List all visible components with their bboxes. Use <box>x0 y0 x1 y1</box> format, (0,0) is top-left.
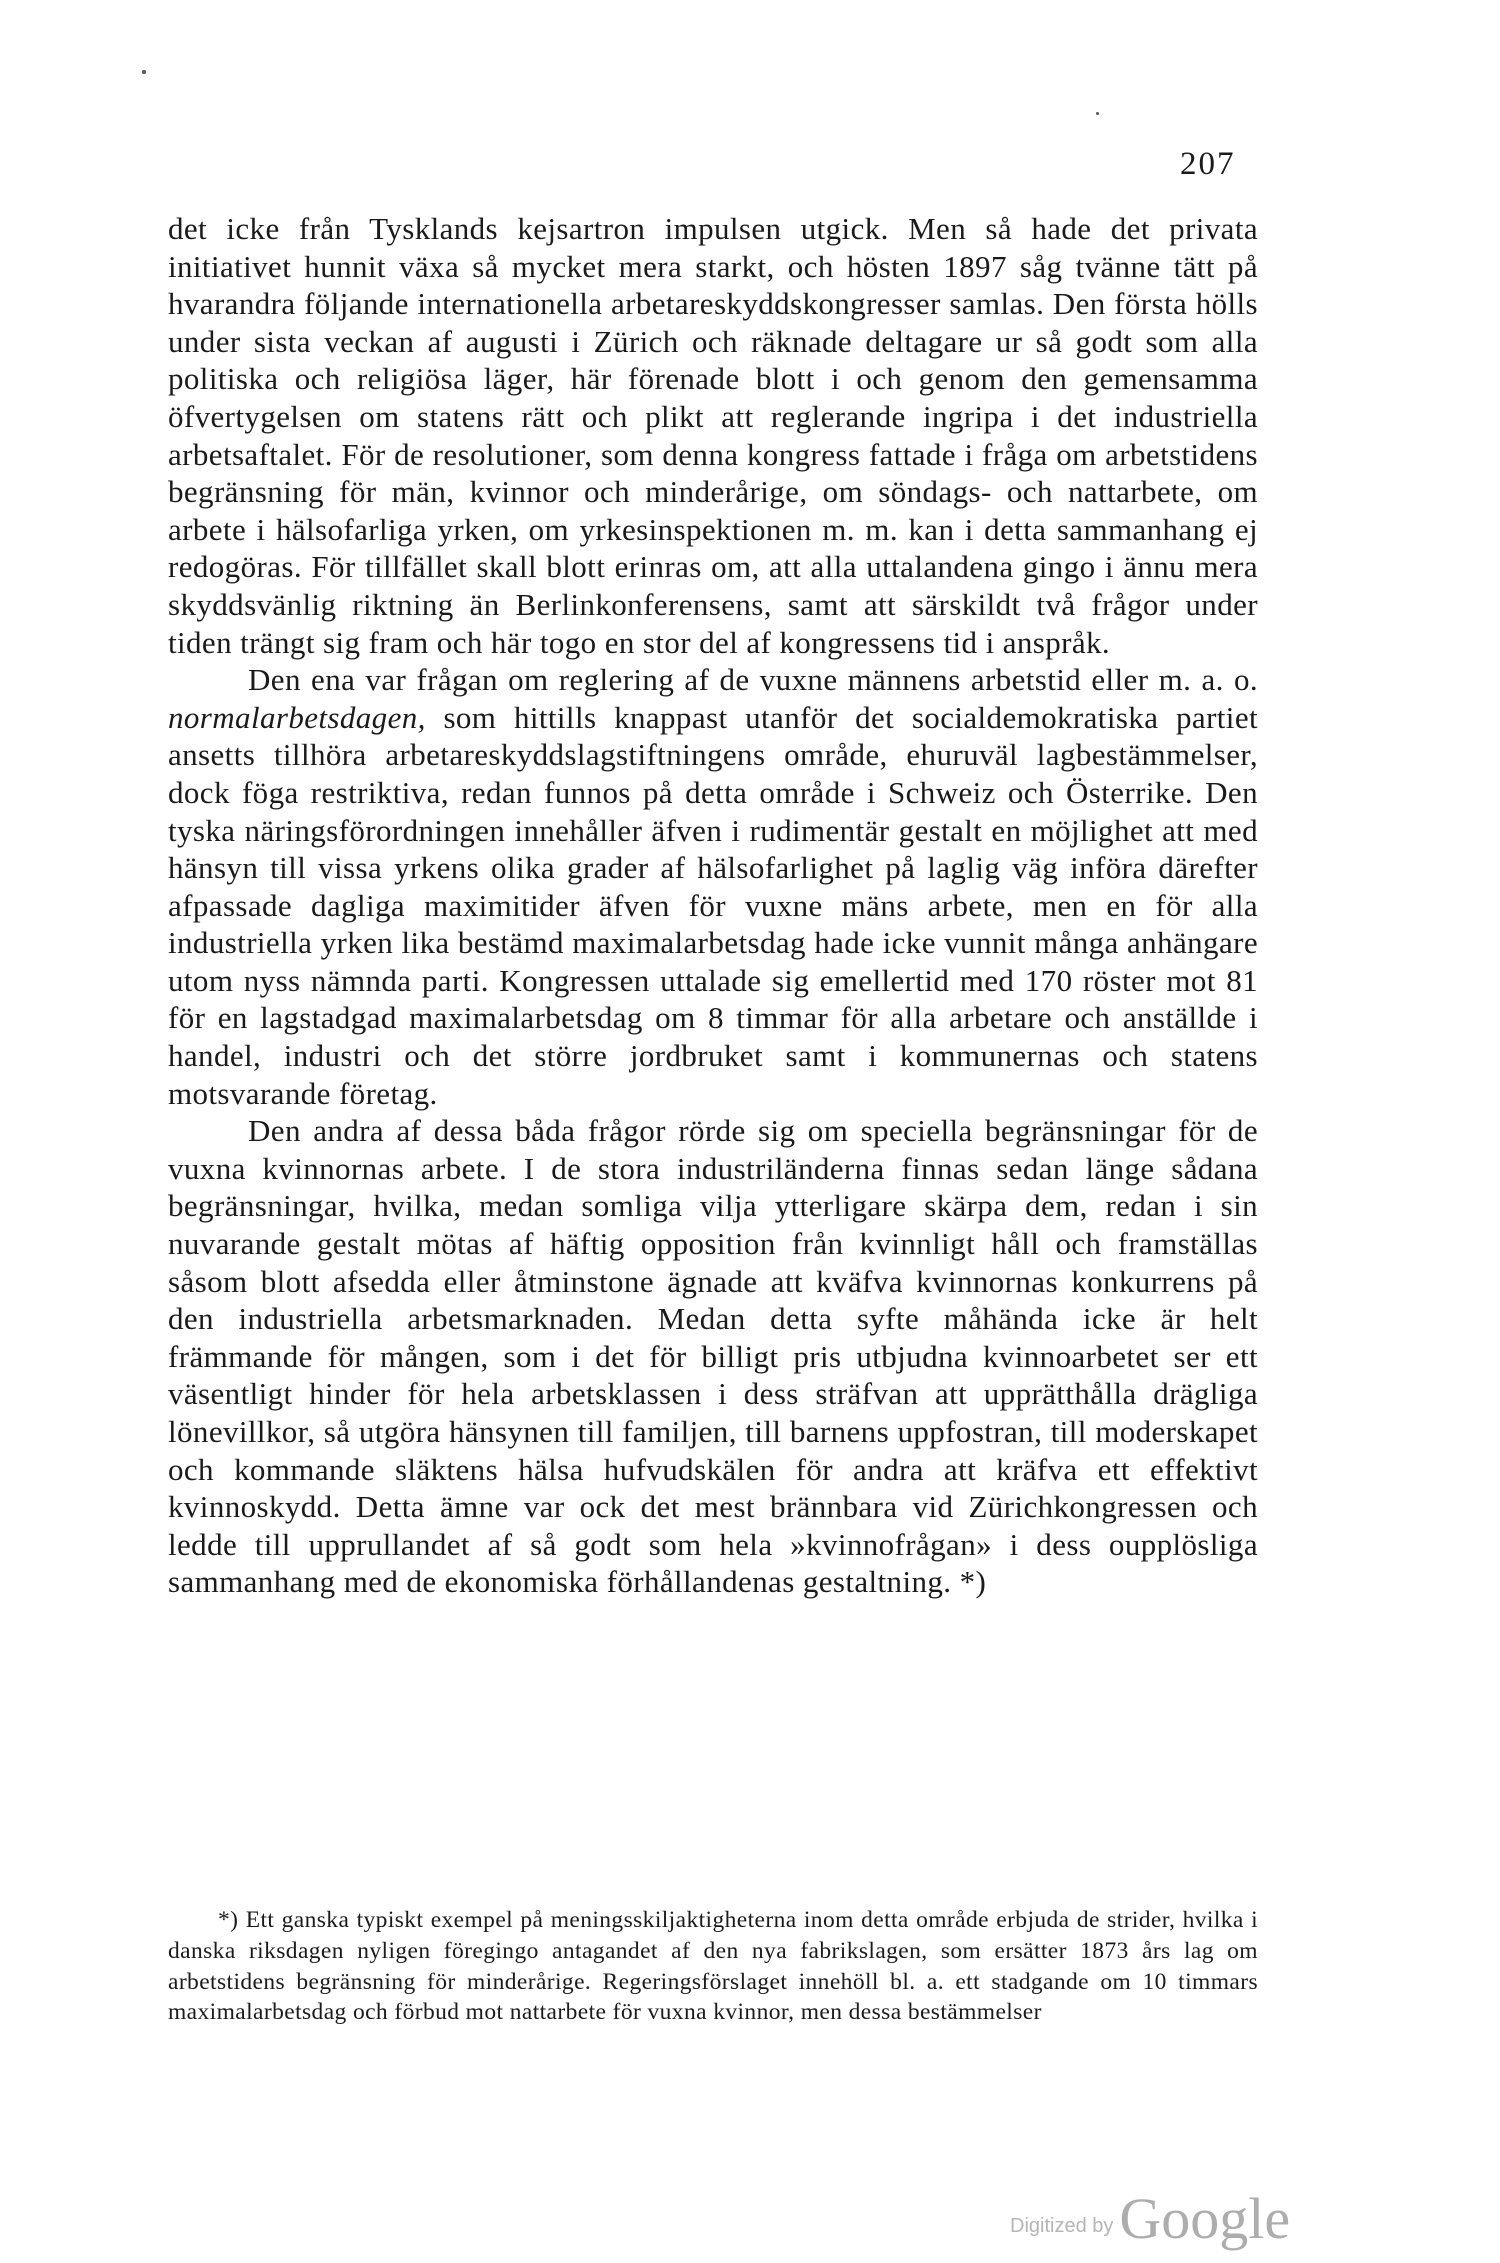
footnote: *) Ett ganska typiskt exempel på meningsskiljaktigheterna inom detta område erbjuda de strider, hvilka i danska riksdagen nyligen föregingo antagandet af den nya fabrikslagen, som ersätter 1873 års lag om arbetstidens begränsning för minderårige. Regeringsförslaget innehöll bl. a. ett stadgande om 10 timmars maximalarbetsdag och förbud mot nattarbete för vuxna kvinnor, men dessa bestämmelser <box>168 1907 1258 2026</box>
page-number: 207 <box>1180 146 1236 182</box>
italic-term: normalarbetsdagen, <box>168 699 426 735</box>
paragraph-1: det icke från Tysklands kejsartron impulsen utgick. Men så hade det privata initiativet hunnit växa så mycket mera starkt, och hösten 1897 såg tvänne tätt på hvarandra följande internationella arbetareskyddskongresser samlas. Den första hölls under sista veckan af augusti i Zürich och räknade deltagare ur så godt som alla politiska och religiösa läger, här förenade blott i och genom den gemensamma öfvertygelsen om statens rätt och plikt att reglerande ingripa i det industriella arbetsaftalet. För de resolutioner, som denna kongress fattade i fråga om arbetstidens begränsning för män, kvinnor och minderårige, om söndags- och nattarbete, om arbete i hälsofarliga yrken, om yrkesinspektionen m. m. kan i detta sammanhang ej redogöras. För tillfället skall blott erinras om, att alla uttalandena gingo i ännu mera skyddsvänlig riktning än Berlinkonferensens, samt att särskildt två frågor under tiden trängt sig fram och här togo en stor del af kongressens tid i anspråk. <box>168 211 1258 660</box>
paragraph-3: Den andra af dessa båda frågor rörde sig om speciella begränsningar för de vuxna kvinnornas arbete. I de stora industriländerna finnas sedan länge sådana begränsningar, hvilka, medan somliga vilja ytterligare skärpa dem, redan i sin nuvarande gestalt mötas af häftig opposition från kvinnligt håll och framställas såsom blott afsedda eller åtminstone ägnade att kväfva kvinnornas konkurrens på den industriella arbetsmarknaden. Medan detta syfte måhända icke är helt främmande för mången, som i det för billigt pris utbjudna kvinnoarbetet ser ett väsentligt hinder för hela arbetsklassen i dess sträfvan att upprätthålla drägliga lönevillkor, så utgöra hänsynen till familjen, till barnens uppfostran, till moderskapet och kommande släktens hälsa hufvudskälen för andra att kräfva ett effektivt kvinnoskydd. Detta ämne var ock det mest brännbara vid Zürichkongressen och ledde till upprullandet af så godt som hela »kvinnofrågan» i dess oupplösliga sammanhang med de ekonomiska förhållandenas gestaltning. *) <box>168 1113 1258 1600</box>
digitized-watermark <box>1010 2185 1340 2251</box>
paragraph-2-rest: som hittills knappast utanför det socialdemokratiska partiet ansetts tillhöra arbetareskyddslagstiftningens område, ehuruväl lagbestämmelser, dock föga restriktiva, redan funnos på detta område i Schweiz och Österrike. Den tyska näringsförordningen innehåller äfven i rudimentär gestalt en möjlighet att med hänsyn till vissa yrkens olika grader af hälsofarlighet på laglig väg införa därefter afpassade dagliga maximitider äfven för vuxne mäns arbete, men en för alla industriella yrken lika bestämd maximalarbetsdag hade icke vunnit många anhängare utom nyss nämnda parti. Kongressen uttalade sig emellertid med 170 röster mot 81 för en lagstadgad maximalarbetsdag om 8 timmar för alla arbetare och anställde i handel, industri och det större jordbruket samt i kommunernas och statens motsvarande företag. <box>168 699 1258 1111</box>
ink-speck <box>1096 112 1099 115</box>
main-text <box>168 210 1258 1601</box>
paragraph-2 <box>168 661 1258 1112</box>
ink-speck <box>142 70 146 74</box>
paragraph-2-start: Den ena var frågan om reglering af de vuxne männens arbetstid eller m. a. o. <box>248 662 1258 698</box>
google-logo: Google <box>1119 2186 1291 2251</box>
watermark-prefix: Digitized by <box>1010 2215 1114 2237</box>
